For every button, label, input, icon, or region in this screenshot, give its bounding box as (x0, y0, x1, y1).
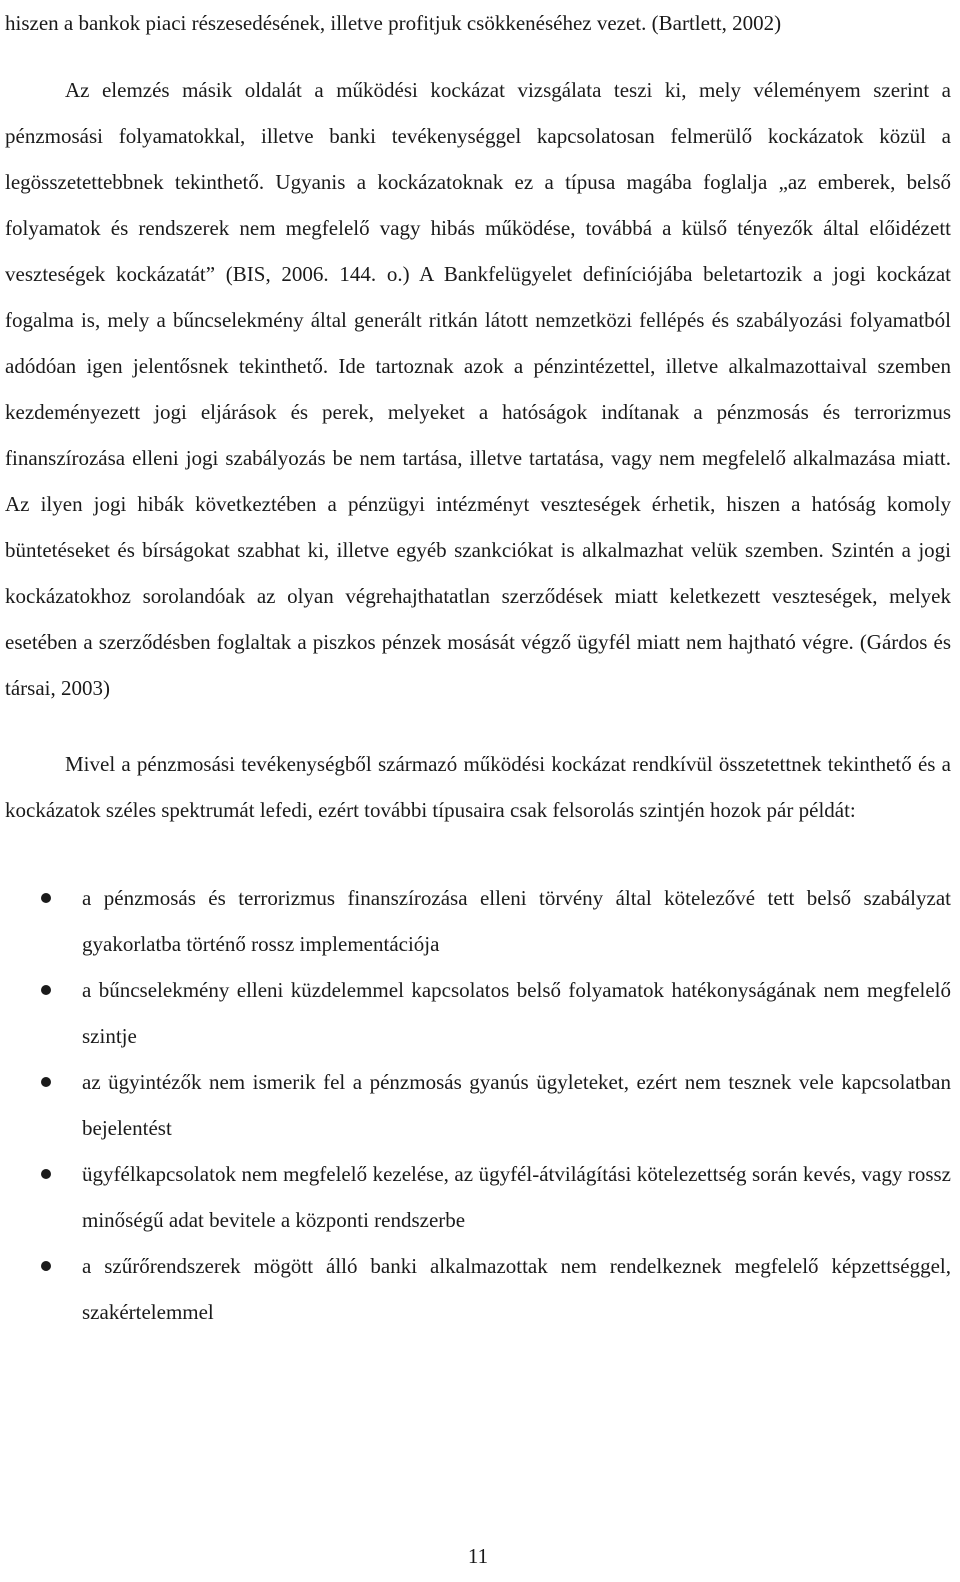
paragraph-gap (5, 46, 951, 67)
document-page (5, 0, 951, 1335)
paragraph-gap (5, 711, 951, 741)
page-number: 11 (467, 1544, 489, 1568)
paragraph-risk-types-intro: Mivel a pénzmosási tevékenységből származó működési kockázat rendkívül összetettnek tekinthető és a kockázatok széles spektrumát lefedi, ezért további típusaira csak felsorolás szintjén hozok pár példát: (5, 752, 951, 822)
list-item (5, 875, 951, 967)
paragraph-operational-risk: Az elemzés másik oldalát a működési kockázat vizsgálata teszi ki, mely véleményem szerint a pénzmosási folyamatokkal, illetve banki tevékenységgel kapcsolatosan felmerülő kockázatok közül a legösszetettebbnek tekinthető. Ugyanis a kockázatoknak ez a típusa magába foglalja „az emberek, belső folyamatok és rendszerek nem megfelelő vagy hibás működése, továbbá a külső tényezők által előidézett veszteségek kockázatát” (BIS, 2006. 144. o.) A Bankfelügyelet definíciójába beletartozik a jogi kockázat fogalma is, mely a bűncselekmény által generált ritkán látott nemzetközi fellépés és szabályozási folyamatból adódóan igen jelentősnek tekinthető. Ide tartoznak azok a pénzintézettel, illetve alkalmazottaival szemben kezdeményezett jogi eljárások és perek, melyeket a hatóságok indítanak a pénzmosás és terrorizmus finanszírozása elleni jogi szabályozás be nem tartása, illetve tartatása, vagy nem megfelelő alkalmazása miatt. Az ilyen jogi hibák következtében a pénzügyi intézményt veszteségek érhetik, hiszen a hatóság komoly büntetéseket és bírságokat szabhat ki, illetve egyéb szankciókat is alkalmazhat velük szemben. Szintén a jogi kockázatokhoz sorolandóak az olyan végrehajthatatlan szerződések miatt keletkezett veszteségek, melyek esetében a szerződésben foglaltak a piszkos pénzek mosását végző ügyfél miatt nem hajtható végre. (Gárdos és társai, 2003) (5, 78, 951, 700)
risk-examples-list (5, 875, 951, 1335)
paragraph-gap (5, 833, 951, 875)
paragraph-continuation: hiszen a bankok piaci részesedésének, illetve profitjuk csökkenéséhez vezet. (Bartlett, 2002) (5, 11, 782, 35)
bullet-icon (41, 1077, 51, 1087)
bullet-icon (41, 985, 51, 995)
bullet-icon (41, 1261, 51, 1271)
list-item (5, 1059, 951, 1151)
bullet-icon (41, 1169, 51, 1179)
list-item-text: a bűncselekmény elleni küzdelemmel kapcsolatos belső folyamatok hatékonyságának nem megfelelő szintje (82, 978, 951, 1048)
list-item-text: ügyfélkapcsolatok nem megfelelő kezelése, az ügyfél-átvilágítási kötelezettség során kevés, vagy rossz minőségű adat bevitele a központi rendszerbe (82, 1162, 951, 1232)
list-item (5, 1243, 951, 1335)
list-item-text: a szűrőrendszerek mögött álló banki alkalmazottak nem rendelkeznek megfelelő képzettséggel, szakértelemmel (82, 1254, 951, 1324)
list-item-text: a pénzmosás és terrorizmus finanszírozása elleni törvény által kötelezővé tett belső szabályzat gyakorlatba történő rossz implementációja (82, 886, 951, 956)
bullet-icon (41, 893, 51, 903)
list-item (5, 967, 951, 1059)
list-item-text: az ügyintézők nem ismerik fel a pénzmosás gyanús ügyleteket, ezért nem tesznek vele kapcsolatban bejelentést (82, 1070, 951, 1140)
list-item (5, 1151, 951, 1243)
